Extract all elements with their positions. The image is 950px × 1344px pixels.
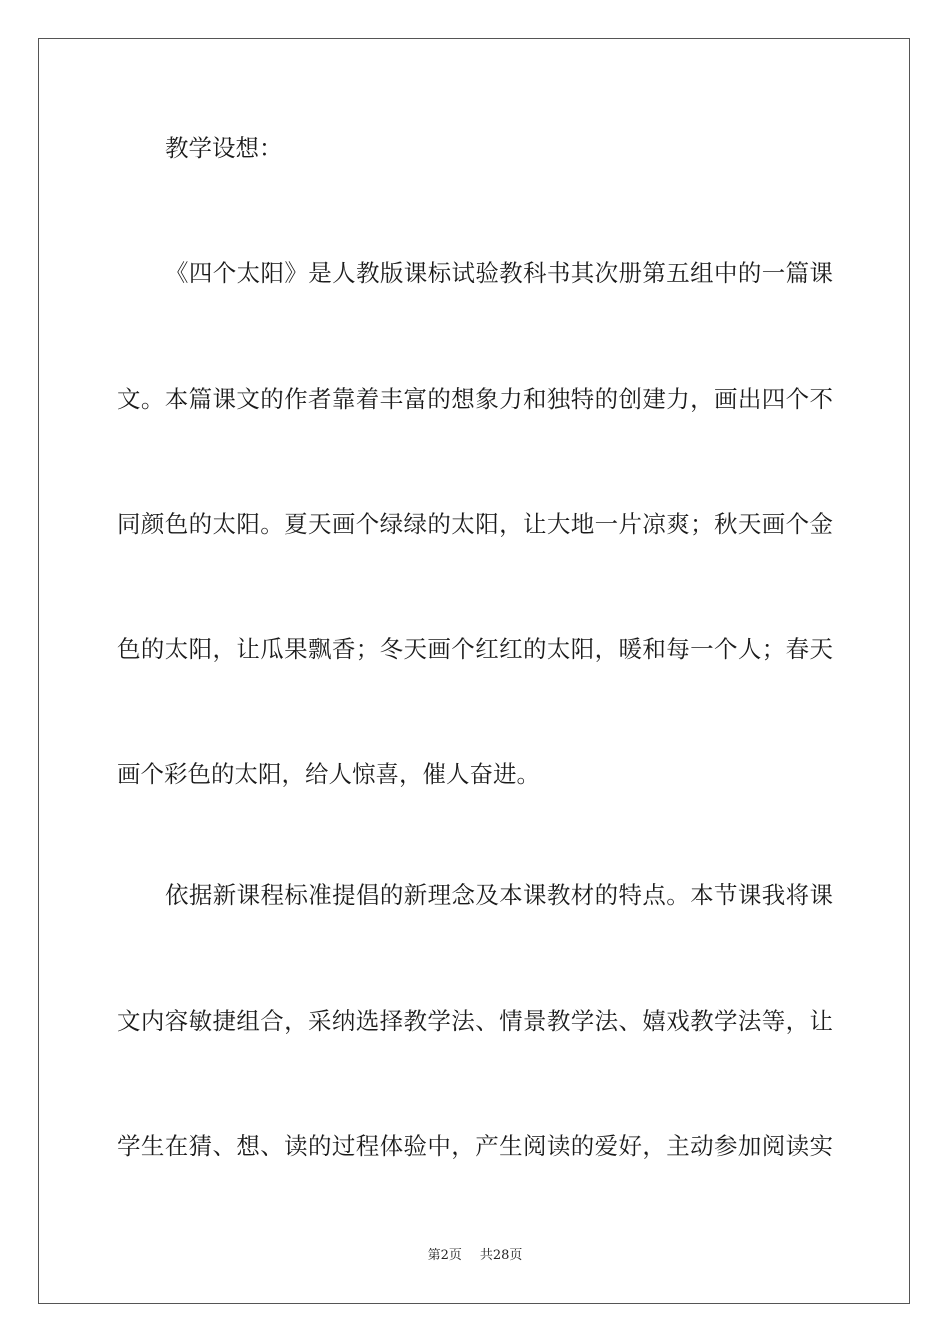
- paragraph-2-line-2: 文内容敏捷组合，采纳选择教学法、情景教学法、嬉戏教学法等，让: [117, 1007, 833, 1035]
- total-pages: 共28页: [479, 1248, 523, 1263]
- paragraph-1-line-5: 画个彩色的太阳，给人惊喜，催人奋进。: [117, 760, 540, 788]
- section-heading: 教学设想：: [165, 134, 283, 162]
- paragraph-1-line-2: 文。本篇课文的作者靠着丰富的想象力和独特的创建力，画出四个不: [117, 385, 833, 413]
- paragraph-2-line-1: 依据新课程标准提倡的新理念及本课教材的特点。本节课我将课: [165, 881, 833, 909]
- page-border: [38, 38, 910, 1304]
- paragraph-2-line-3: 学生在猜、想、读的过程体验中，产生阅读的爱好，主动参加阅读实: [117, 1132, 833, 1160]
- paragraph-1-line-1: 《四个太阳》是人教版课标试验教科书其次册第五组中的一篇课: [165, 259, 833, 287]
- page-footer: [0, 1247, 950, 1265]
- paragraph-1-line-3: 同颜色的太阳。夏天画个绿绿的太阳，让大地一片凉爽；秋天画个金: [117, 510, 833, 538]
- page-number: 第2页: [427, 1248, 462, 1263]
- paragraph-1-line-4: 色的太阳，让瓜果飘香；冬天画个红红的太阳，暖和每一个人；春天: [117, 635, 833, 663]
